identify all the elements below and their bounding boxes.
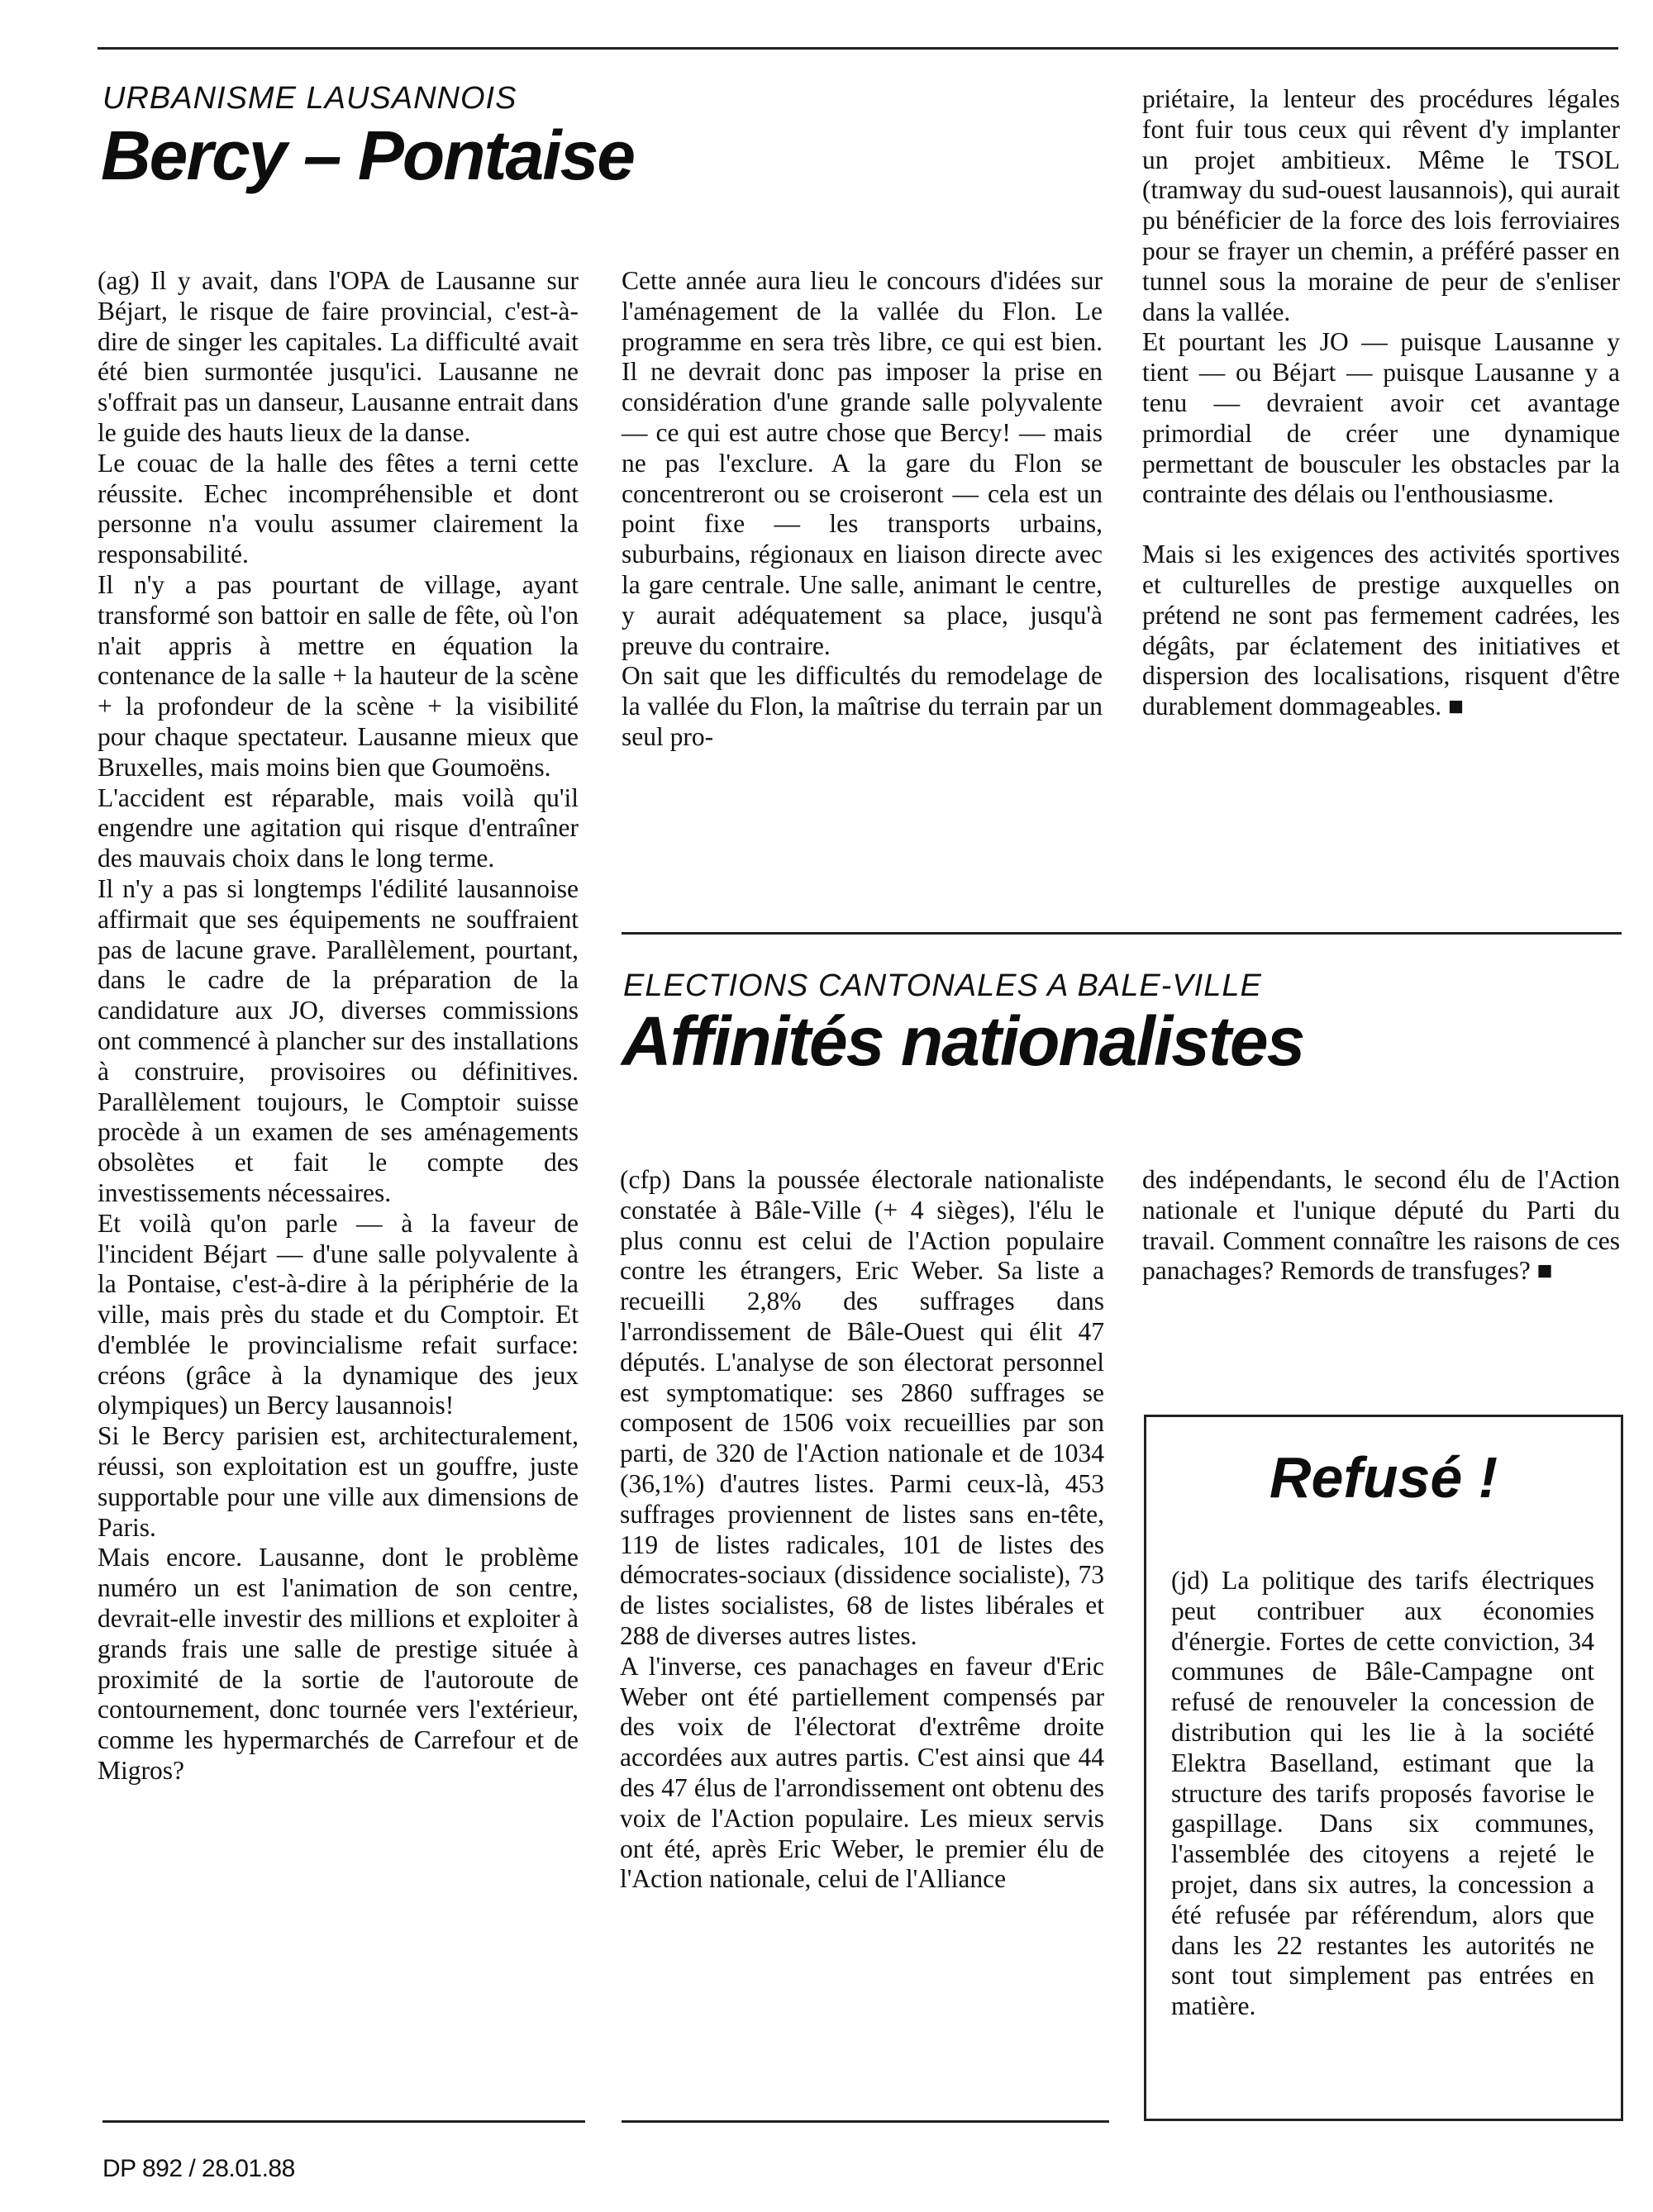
bottom-rule-middle [622, 2120, 1109, 2123]
refuse-box [1144, 1415, 1623, 2121]
paragraph: Cette année aura lieu le concours d'idées sur l'aménagement de la vallée du Flon. Le programme en sera très libre, ce qui est bien. Il ne devrait donc pas imposer la prise en considération d'une grande salle polyvalente — ce qui est autre chose que Bercy! — mais ne pas l'exclure. A la gare du Flon se concentreront ou se croiseront — cela est un point fixe — les transports urbains, suburbains, régionaux en liaison directe avec la gare centrale. Une salle, animant le centre, y aurait adéquatement sa place, jusqu'à preuve du contraire. [622, 266, 1103, 660]
paragraph: On sait que les difficultés du remodelage de la vallée du Flon, la maîtrise du terrain par un seul pro- [622, 661, 1103, 751]
article1-column-1 [98, 266, 579, 1786]
top-rule [98, 47, 1618, 50]
paragraph: Il n'y a pas pourtant de village, ayant transformé son battoir en salle de fête, où l'on n'ait appris à mettre en équation la contenance de la salle + la hauteur de la scène + la profondeur de la scène + la visibilité pour chaque spectateur. Lausanne mieux que Bruxelles, mais moins bien que Goumoëns. [98, 569, 579, 782]
article1-column-3 [1142, 84, 1620, 722]
paragraph: Le couac de la halle des fêtes a terni cette réussite. Echec incompréhensible et dont personne n'a voulu assumer clairement la responsabilité. [98, 448, 579, 569]
paragraph: (ag) Il y avait, dans l'OPA de Lausanne sur Béjart, le risque de faire provincial, c'est-à-dire de singer les capitales. La difficulté avait été bien surmontée jusqu'ici. Lausanne ne s'offrait pas un danseur, Lausanne entrait dans le guide des hauts lieux de la danse. [98, 266, 579, 447]
paragraph: Si le Bercy parisien est, architecturalement, réussi, son exploitation est un gouffre, juste supportable pour une ville aux dimensions de Paris. [98, 1421, 579, 1542]
mid-rule [622, 932, 1622, 935]
paragraph: des indépendants, le second élu de l'Action nationale et l'unique député du Parti du travail. Comment connaître les raisons de ces panachages? Remords de transfuges? ■ [1142, 1165, 1620, 1286]
article2-headline: Affinités nationalistes [622, 1002, 1304, 1080]
page-footer: DP 892 / 28.01.88 [102, 2155, 295, 2182]
paragraph: Il n'y a pas si longtemps l'édilité lausannoise affirmait que ses équipements ne souffraient pas de lacune grave. Parallèlement, pourtant, dans le cadre de la préparation de la candidature aux JO, diverses commissions ont commencé à plancher sur des installations à construire, provisoires ou définitives. Parallèlement toujours, le Comptoir suisse procède à un examen de ses aménagements obsolètes et fait le compte des investissements nécessaires. [98, 873, 579, 1207]
article2-column-1 [620, 1165, 1104, 1895]
article1-kicker: URBANISME LAUSANNOIS [102, 81, 517, 116]
paragraph: (cfp) Dans la poussée électorale nationaliste constatée à Bâle-Ville (+ 4 sièges), l'élu le plus connu est celui de l'Action populaire contre les étrangers, Eric Weber. Sa liste a recueilli 2,8% des suffrages dans l'arrondissement de Bâle-Ouest qui élit 47 députés. L'analyse de son électorat personnel est symptomatique: ses 2860 suffrages se composent de 1506 voix recueillies par son parti, de 320 de l'Action nationale et de 1034 (36,1%) d'autres listes. Parmi ceux-là, 453 suffrages proviennent de listes sans en-tête, 119 de listes radicales, 101 de listes des démocrates-sociaux (dissidence socialiste), 73 de listes socialistes, 68 de listes libérales et 288 de diverses autres listes. [620, 1165, 1104, 1650]
article2-column-2 [1142, 1165, 1620, 1287]
paragraph: Mais encore. Lausanne, dont le problème numéro un est l'animation de son centre, devrait-elle investir des millions et exploiter à grands frais une salle de prestige située à proximité de la sortie de l'autoroute de contournement, donc tournée vers l'extérieur, comme les hypermarchés de Carrefour et de Migros? [98, 1543, 579, 1786]
article1-headline: Bercy – Pontaise [101, 117, 635, 194]
paragraph: Mais si les exigences des activités sportives et culturelles de prestige auxquelles on prétend ne sont pas fermement cadrées, les dégâts, par éclatement des initiatives et dispersion des localisations, risquent d'être durablement dommageables. ■ [1142, 540, 1620, 721]
paragraph: L'accident est réparable, mais voilà qu'il engendre une agitation qui risque d'entraîner des mauvais choix dans le long terme. [98, 783, 579, 873]
box-text [1171, 1566, 1594, 2022]
article2-kicker: ELECTIONS CANTONALES A BALE-VILLE [623, 968, 1262, 1003]
paragraph: Et pourtant les JO — puisque Lausanne y tient — ou Béjart — puisque Lausanne y a tenu — devraient avoir cet avantage primordial de créer une dynamique permettant de bousculer les obstacles par la contrainte des délais ou l'enthousiasme. [1142, 327, 1620, 509]
bottom-rule-left [102, 2120, 585, 2123]
article1-column-2 [622, 266, 1103, 753]
paragraph: priétaire, la lenteur des procédures légales font fuir tous ceux qui rêvent d'y implanter un projet ambitieux. Même le TSOL (tramway du sud-ouest lausannois), qui aurait pu bénéficier de la force des lois ferroviaires pour se frayer un chemin, a préféré passer en tunnel sous la moraine de peur de s'enliser dans la vallée. [1142, 84, 1620, 326]
box-title: Refusé ! [1269, 1445, 1498, 1510]
paragraph: Et voilà qu'on parle — à la faveur de l'incident Béjart — d'une salle polyvalente à la Pontaise, c'est-à-dire à la périphérie de la ville, mais près du stade et du Comptoir. Et d'emblée le provincialisme refait surface: créons (grâce à la dynamique des jeux olympiques) un Bercy lausannois! [98, 1208, 579, 1420]
paragraph: A l'inverse, ces panachages en faveur d'Eric Weber ont été partiellement compensés par des voix de l'électorat d'extrême droite accordées aux autres partis. C'est ainsi que 44 des 47 élus de l'arrondissement ont obtenu des voix de l'Action populaire. Les mieux servis ont été, après Eric Weber, le premier élu de l'Action nationale, celui de l'Alliance [620, 1651, 1104, 1894]
paragraph: (jd) La politique des tarifs électriques peut contribuer aux économies d'énergie. Fortes de cette conviction, 34 communes de Bâle-Campagne ont refusé de renouveler la concession de distribution qui les lie à la société Elektra Baselland, estimant que la structure des tarifs proposés favorise le gaspillage. Dans six communes, l'assemblée des citoyens a rejeté le projet, dans six autres, la concession a été refusée par référendum, alors que dans les 22 restantes les autorités ne sont tout simplement pas entrées en matière. [1171, 1566, 1594, 2021]
